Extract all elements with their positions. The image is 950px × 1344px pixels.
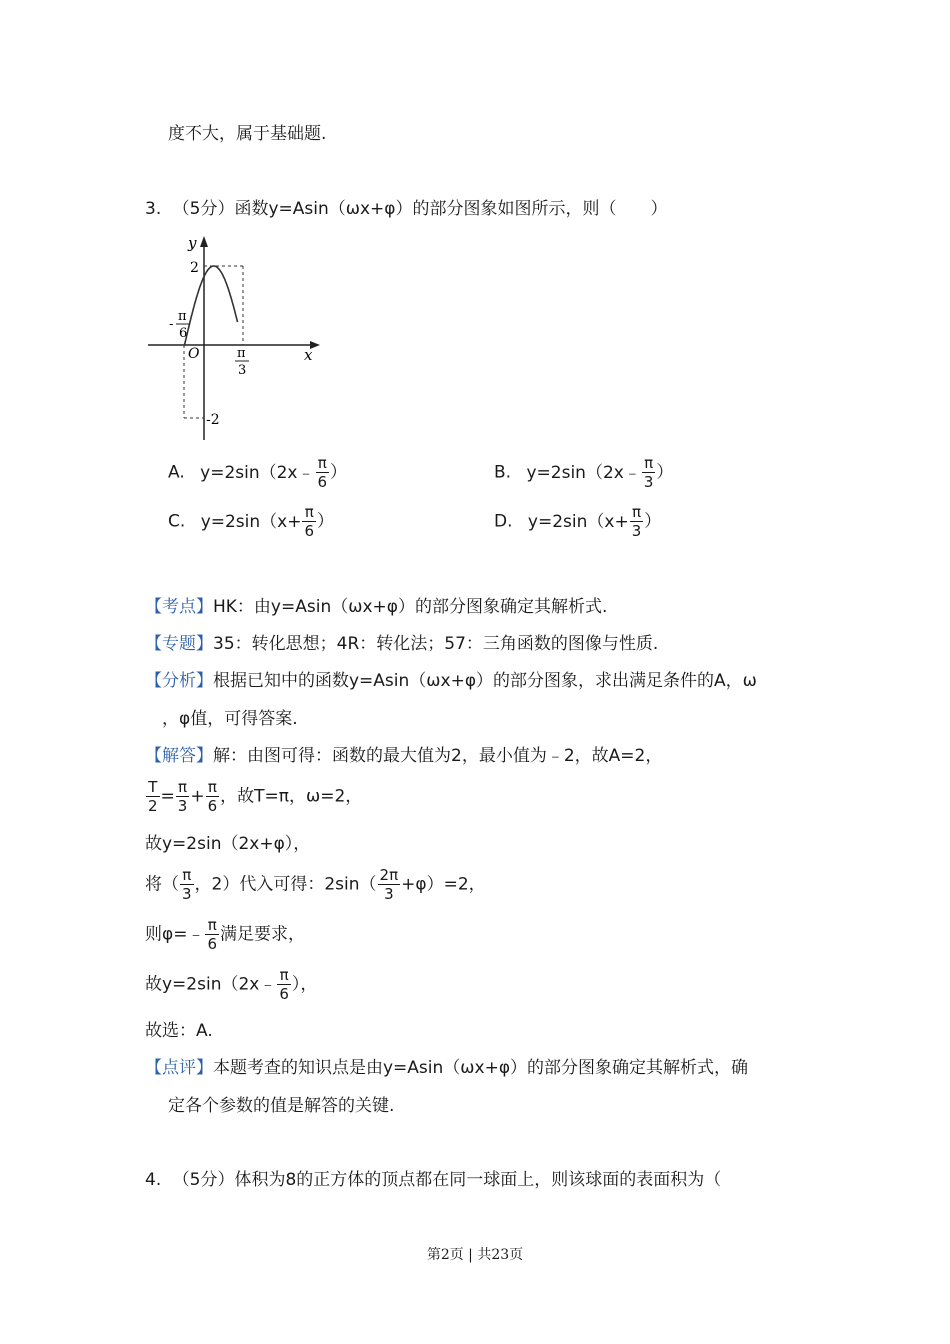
frac-num: π [316, 454, 330, 473]
pi-3-frac [176, 778, 190, 815]
ymax-label: 2 [190, 260, 199, 276]
jieda-step-5 [145, 916, 305, 953]
step-4-post: +φ）=2， [401, 874, 486, 895]
frac-num: π [176, 778, 190, 797]
prev-question-tail: 度不大，属于基础题. [168, 124, 327, 144]
frac-den: 3 [643, 473, 654, 491]
option-c[interactable] [168, 503, 334, 540]
pi-6-frac [206, 778, 220, 815]
option-c-frac [302, 503, 316, 540]
zhuanti-tag: 【专题】 [145, 634, 213, 654]
frac-num: T [146, 778, 160, 797]
frac-den: 6 [207, 797, 218, 815]
kaodian-text: HK：由y=Asin（ωx+φ）的部分图象确定其解析式. [213, 597, 608, 617]
pos-tick-num: π [237, 346, 246, 361]
dianping-text-2: 定各个参数的值是解答的关键. [168, 1096, 395, 1116]
jieda-line [145, 744, 662, 768]
y-label: y [188, 234, 197, 252]
option-d-close: ） [644, 511, 662, 532]
zhuanti-text: 35：转化思想；4R：转化法；57：三角函数的图像与性质. [213, 634, 659, 654]
option-b-close: ） [656, 462, 674, 483]
option-b[interactable] [494, 454, 673, 491]
step-4-mid: ，2）代入可得：2sin（ [194, 874, 377, 895]
frac-den: 3 [384, 885, 394, 903]
question-4 [145, 1168, 721, 1192]
frac-num: π [642, 454, 656, 473]
frac-num: π [206, 778, 220, 797]
question-stem: 体积为8的正方体的顶点都在同一球面上，则该球面的表面积为（ [234, 1170, 722, 1190]
neg-tick-sign: - [169, 317, 174, 332]
origin-label: O [188, 346, 200, 362]
sine-curve [185, 266, 238, 344]
jieda-step-2 [145, 778, 362, 815]
page-footer: 第2页 | 共23页 [426, 1247, 524, 1263]
plus-sign: + [190, 786, 205, 807]
equals-sign: = [160, 786, 175, 807]
pi-3-frac [180, 866, 194, 903]
frac-den: 6 [317, 473, 328, 491]
pi-6-frac [205, 916, 219, 953]
option-d-label: D. [494, 511, 513, 532]
ymin-label: -2 [206, 412, 220, 428]
question-number: 3. [145, 199, 162, 219]
frac-num: 2π [379, 866, 399, 884]
dianping-tag: 【点评】 [145, 1058, 213, 1078]
option-c-expr: y=2sin（x+ [200, 511, 302, 532]
option-b-frac [642, 454, 656, 491]
option-a-expr: y=2sin（2x﹣ [200, 462, 315, 483]
fenxi-text-2: ，φ值，可得答案. [162, 709, 298, 729]
option-a-close: ） [330, 462, 348, 483]
frac-num: π [180, 866, 194, 885]
neg-tick-den: 6 [179, 326, 188, 341]
x-label: x [304, 346, 313, 364]
pi-6-frac [277, 966, 291, 1003]
dianping-text-1: 本题考查的知识点是由y=Asin（ωx+φ）的部分图象确定其解析式，确 [213, 1058, 749, 1078]
option-c-close: ） [317, 511, 335, 532]
frac-den: 3 [182, 885, 192, 903]
frac-den: 6 [304, 522, 315, 540]
step-5-post: 满足要求， [220, 924, 306, 945]
jieda-text-1: 解：由图可得：函数的最大值为2，最小值为﹣2，故A=2， [213, 746, 663, 766]
option-d-frac [630, 503, 644, 540]
frac-num: π [302, 503, 316, 522]
dianping-line [145, 1056, 748, 1080]
fenxi-text-1: 根据已知中的函数y=Asin（ωx+φ）的部分图象，求出满足条件的A，ω [213, 671, 757, 691]
step-4-pre: 将（ [145, 874, 179, 895]
step-5-pre: 则φ=﹣ [145, 924, 205, 945]
frac-den: 2 [148, 797, 158, 815]
question-stem: 函数y=Asin（ωx+φ）的部分图象如图所示，则（ ） [234, 199, 668, 219]
kaodian-tag: 【考点】 [145, 597, 213, 617]
jieda-step-6 [145, 966, 317, 1003]
function-graph [140, 230, 340, 450]
question-score: （5分） [172, 1170, 235, 1190]
option-a-label: A. [168, 462, 185, 483]
frac-den: 6 [207, 935, 218, 953]
option-b-label: B. [494, 462, 512, 483]
step-6-post: ）， [291, 974, 318, 995]
frac-num: π [277, 966, 291, 985]
pos-tick-den: 3 [238, 363, 247, 378]
option-c-label: C. [168, 511, 186, 532]
jieda-step-3: 故y=2sin（2x+φ）， [145, 834, 311, 854]
frac-den: 3 [177, 797, 188, 815]
two-pi-3-frac [378, 866, 401, 903]
jieda-step-4 [145, 866, 486, 903]
neg-tick-num: π [178, 309, 187, 324]
option-a-frac [316, 454, 330, 491]
option-b-expr: y=2sin（2x﹣ [526, 462, 641, 483]
option-d-expr: y=2sin（x+ [527, 511, 629, 532]
y-axis-arrow-icon [200, 236, 208, 247]
step-2-tail: ，故T=π，ω=2， [220, 786, 363, 807]
zhuanti-line [145, 632, 658, 656]
frac-num: π [205, 916, 219, 935]
fenxi-line [145, 669, 757, 693]
frac-den: 3 [631, 522, 642, 540]
frac-den: 6 [279, 985, 289, 1003]
t-frac [146, 778, 160, 815]
frac-num: π [630, 503, 644, 522]
question-score: （5分） [172, 199, 235, 219]
jieda-step-7: 故选：A. [145, 1021, 213, 1041]
step-6-pre: 故y=2sin（2x﹣ [145, 974, 277, 995]
question-3 [145, 197, 668, 221]
kaodian-line [145, 595, 607, 619]
question-number: 4. [145, 1170, 162, 1190]
fenxi-tag: 【分析】 [145, 671, 213, 691]
option-a[interactable] [168, 454, 347, 491]
option-d[interactable] [494, 503, 661, 540]
jieda-tag: 【解答】 [145, 746, 213, 766]
